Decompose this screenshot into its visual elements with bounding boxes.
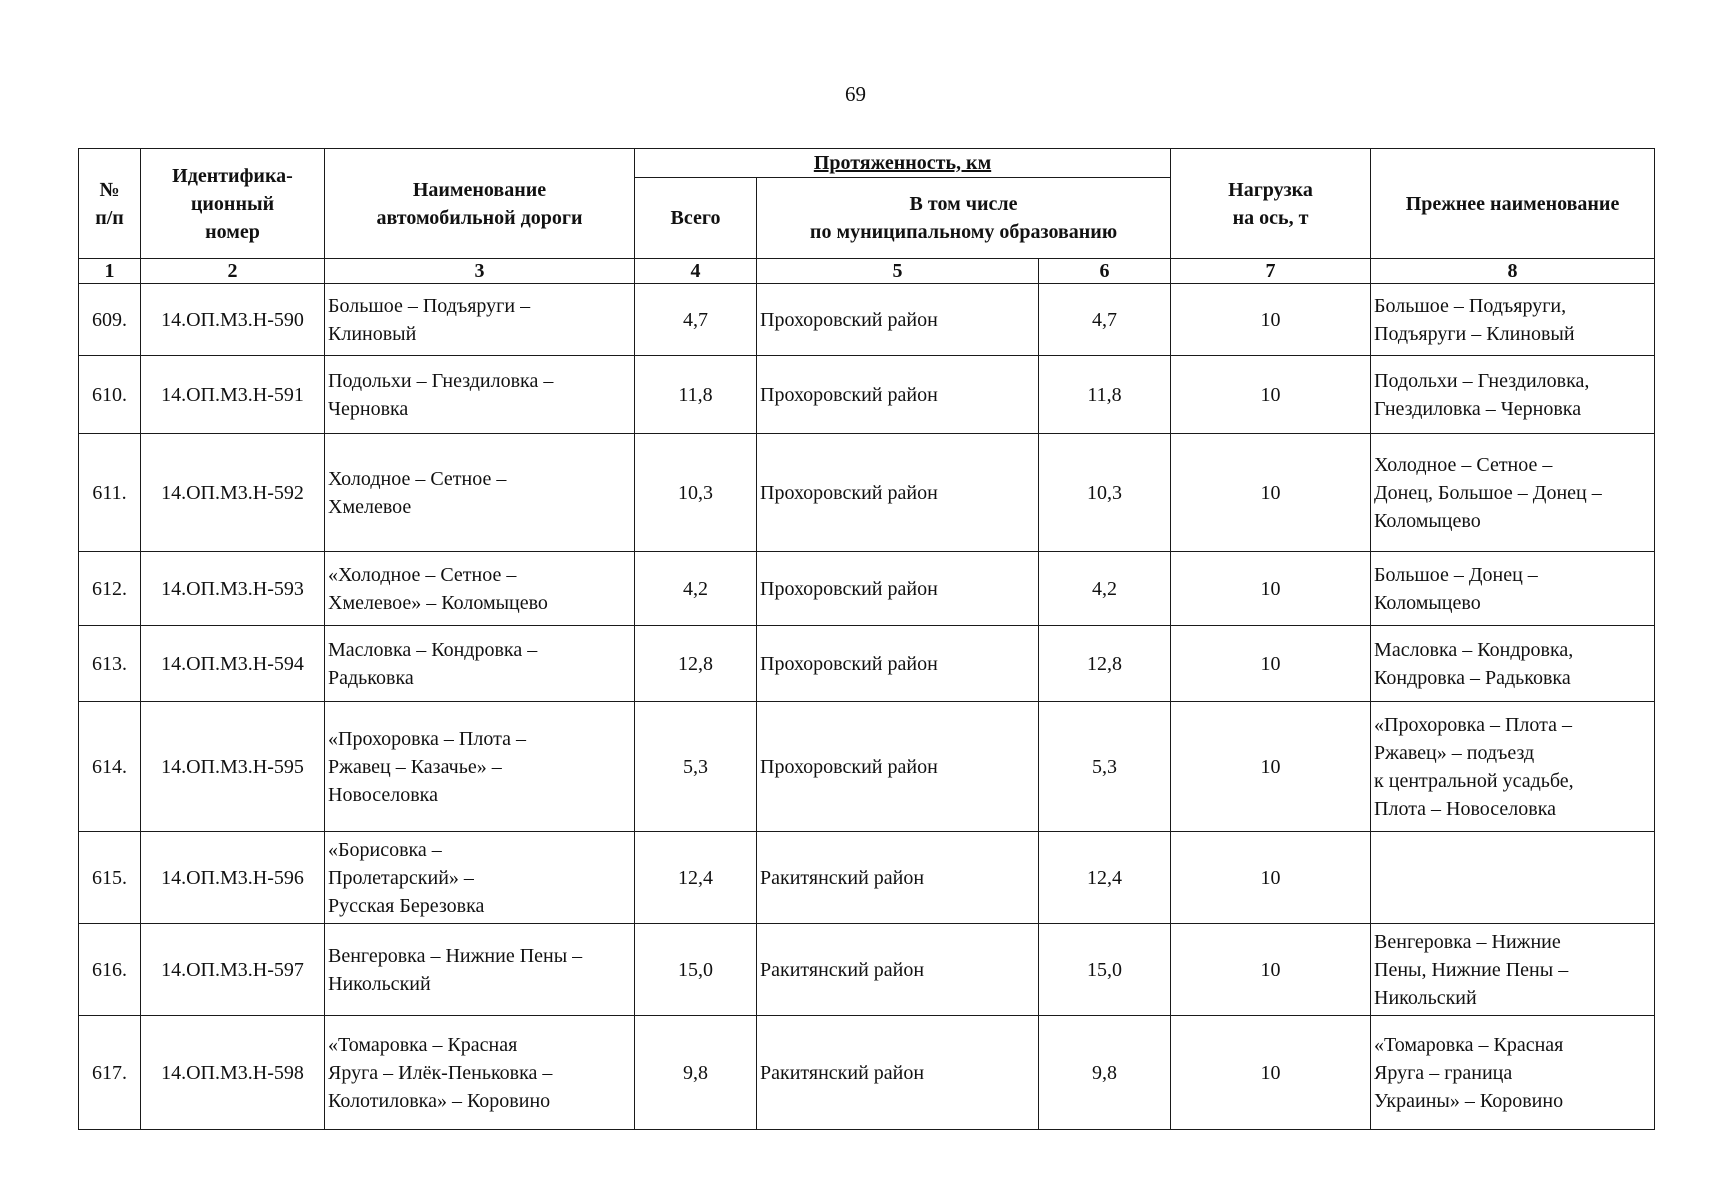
row-total: 4,2: [635, 552, 757, 626]
row-road-name: «Прохоровка – Плота – Ржавец – Казачье» – Новоселовка: [325, 702, 635, 832]
row-id: 14.ОП.М3.Н-595: [141, 702, 325, 832]
row-former-name: Венгеровка – Нижние Пены, Нижние Пены – Никольский: [1371, 924, 1655, 1016]
header-municipal: В том числе по муниципальному образованию: [757, 178, 1171, 259]
row-num: 609.: [79, 284, 141, 356]
row-former-name: Масловка – Кондровка, Кондровка – Радьковка: [1371, 626, 1655, 702]
row-road-name: «Борисовка – Пролетарский» – Русская Березовка: [325, 832, 635, 924]
row-district-km: 12,4: [1039, 832, 1171, 924]
row-id: 14.ОП.М3.Н-597: [141, 924, 325, 1016]
row-num: 611.: [79, 434, 141, 552]
page-number: 69: [845, 82, 866, 106]
column-number: 5: [757, 259, 1039, 284]
table-row: [79, 552, 1655, 626]
row-axle-load: 10: [1171, 356, 1371, 434]
table-row: [79, 626, 1655, 702]
row-id: 14.ОП.М3.Н-596: [141, 832, 325, 924]
row-district-km: 10,3: [1039, 434, 1171, 552]
row-road-name: «Томаровка – Красная Яруга – Илёк-Пеньковка – Колотиловка» – Коровино: [325, 1016, 635, 1130]
row-former-name: «Томаровка – Красная Яруга – граница Украины» – Коровино: [1371, 1016, 1655, 1130]
row-total: 4,7: [635, 284, 757, 356]
row-district-km: 9,8: [1039, 1016, 1171, 1130]
table-header: [79, 149, 1655, 284]
header-num: № п/п: [79, 149, 141, 259]
row-district: Прохоровский район: [757, 702, 1039, 832]
row-district: Ракитянский район: [757, 832, 1039, 924]
row-num: 612.: [79, 552, 141, 626]
row-id: 14.ОП.М3.Н-592: [141, 434, 325, 552]
row-id: 14.ОП.М3.Н-593: [141, 552, 325, 626]
row-district-km: 4,2: [1039, 552, 1171, 626]
row-axle-load: 10: [1171, 1016, 1371, 1130]
row-total: 15,0: [635, 924, 757, 1016]
row-road-name: Венгеровка – Нижние Пены – Никольский: [325, 924, 635, 1016]
row-district-km: 15,0: [1039, 924, 1171, 1016]
row-axle-load: 10: [1171, 924, 1371, 1016]
column-number: 6: [1039, 259, 1171, 284]
row-axle-load: 10: [1171, 434, 1371, 552]
roads-table: [78, 148, 1655, 1130]
row-district: Прохоровский район: [757, 626, 1039, 702]
row-district-km: 4,7: [1039, 284, 1171, 356]
row-id: 14.ОП.М3.Н-590: [141, 284, 325, 356]
row-former-name: Холодное – Сетное – Донец, Большое – Донец – Коломыцево: [1371, 434, 1655, 552]
row-district: Прохоровский район: [757, 356, 1039, 434]
row-road-name: «Холодное – Сетное – Хмелевое» – Коломыцево: [325, 552, 635, 626]
row-axle-load: 10: [1171, 626, 1371, 702]
row-district: Прохоровский район: [757, 552, 1039, 626]
row-total: 9,8: [635, 1016, 757, 1130]
row-num: 610.: [79, 356, 141, 434]
row-num: 615.: [79, 832, 141, 924]
row-district-km: 5,3: [1039, 702, 1171, 832]
row-num: 613.: [79, 626, 141, 702]
row-former-name: [1371, 832, 1655, 924]
row-total: 12,4: [635, 832, 757, 924]
row-former-name: Большое – Донец – Коломыцево: [1371, 552, 1655, 626]
row-num: 616.: [79, 924, 141, 1016]
table-row: [79, 702, 1655, 832]
row-total: 12,8: [635, 626, 757, 702]
table-row: [79, 924, 1655, 1016]
row-road-name: Масловка – Кондровка – Радьковка: [325, 626, 635, 702]
row-district-km: 12,8: [1039, 626, 1171, 702]
row-id: 14.ОП.М3.Н-598: [141, 1016, 325, 1130]
header-axle-load: Нагрузка на ось, т: [1171, 149, 1371, 259]
table-row: [79, 1016, 1655, 1130]
column-number: 4: [635, 259, 757, 284]
row-total: 11,8: [635, 356, 757, 434]
row-road-name: Холодное – Сетное – Хмелевое: [325, 434, 635, 552]
header-length: Протяженность, км: [635, 149, 1171, 178]
header-id: Идентифика- ционный номер: [141, 149, 325, 259]
row-district-km: 11,8: [1039, 356, 1171, 434]
table-row: [79, 284, 1655, 356]
row-id: 14.ОП.М3.Н-591: [141, 356, 325, 434]
header-road-name: Наименование автомобильной дороги: [325, 149, 635, 259]
row-total: 10,3: [635, 434, 757, 552]
column-number: 1: [79, 259, 141, 284]
row-axle-load: 10: [1171, 832, 1371, 924]
row-id: 14.ОП.М3.Н-594: [141, 626, 325, 702]
column-number: 3: [325, 259, 635, 284]
row-axle-load: 10: [1171, 284, 1371, 356]
row-district: Ракитянский район: [757, 924, 1039, 1016]
column-number: 7: [1171, 259, 1371, 284]
row-num: 614.: [79, 702, 141, 832]
row-former-name: «Прохоровка – Плота – Ржавец» – подъезд к центральной усадьбе, Плота – Новоселовка: [1371, 702, 1655, 832]
row-num: 617.: [79, 1016, 141, 1130]
column-number: 2: [141, 259, 325, 284]
row-road-name: Большое – Подъяруги – Клиновый: [325, 284, 635, 356]
row-former-name: Большое – Подъяруги, Подъяруги – Клиновый: [1371, 284, 1655, 356]
row-district: Ракитянский район: [757, 1016, 1039, 1130]
row-axle-load: 10: [1171, 552, 1371, 626]
row-district: Прохоровский район: [757, 284, 1039, 356]
row-total: 5,3: [635, 702, 757, 832]
table-body: [79, 284, 1655, 1130]
column-number: 8: [1371, 259, 1655, 284]
column-numbers-row: [79, 259, 1655, 284]
row-road-name: Подольхи – Гнездиловка – Черновка: [325, 356, 635, 434]
table-row: [79, 434, 1655, 552]
row-axle-load: 10: [1171, 702, 1371, 832]
header-former-name: Прежнее наименование: [1371, 149, 1655, 259]
row-former-name: Подольхи – Гнездиловка, Гнездиловка – Черновка: [1371, 356, 1655, 434]
header-total: Всего: [635, 178, 757, 259]
table-row: [79, 832, 1655, 924]
table-row: [79, 356, 1655, 434]
row-district: Прохоровский район: [757, 434, 1039, 552]
